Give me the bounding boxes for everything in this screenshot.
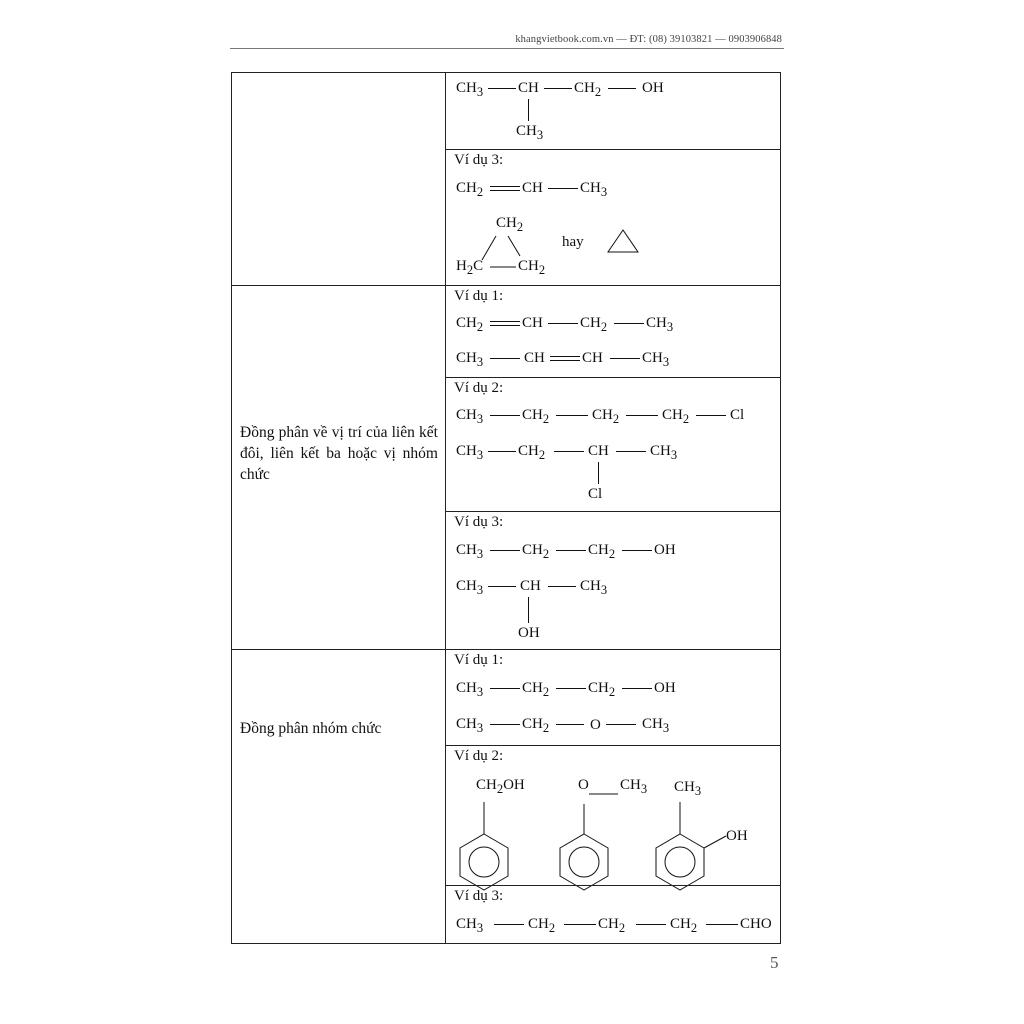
cyclopropane-bonds bbox=[446, 150, 782, 287]
header-rule bbox=[230, 48, 784, 49]
row-label-cell-1 bbox=[231, 72, 446, 286]
row-label-cell-2 bbox=[231, 285, 446, 650]
example-title: Ví dụ 3: bbox=[454, 514, 504, 530]
triangle-icon bbox=[606, 228, 642, 256]
row-label-cell-3 bbox=[231, 649, 446, 944]
example-title: Ví dụ 2: bbox=[454, 748, 504, 764]
or-word: hay bbox=[562, 234, 584, 250]
example-cell-2: Ví dụ 3: $CH_2$ CH $CH_3$ $CH_2$ $H_2C$ $CH_2$ hay bbox=[445, 149, 781, 286]
example-cell-5: Ví dụ 3: $CH_3$ $CH_2$ $CH_2$ OH $CH_3$ CH $CH_3$ OH bbox=[445, 511, 781, 650]
cresol-hydroxyl: OH bbox=[726, 828, 748, 844]
example-title: Ví dụ 3: bbox=[454, 888, 504, 904]
example-title: Ví dụ 1: bbox=[454, 652, 504, 668]
example-cell-7 bbox=[445, 745, 781, 886]
example-title: Ví dụ 1: bbox=[454, 288, 504, 304]
row-label-functional-isomer: Đồng phân nhóm chức bbox=[240, 720, 382, 737]
example-cell-8: Ví dụ 3: $CH_3$ $CH_2$ $CH_2$ $CH_2$ CHO bbox=[445, 885, 781, 944]
anisole-oxygen: O bbox=[578, 777, 589, 793]
example-cell-3: Ví dụ 1: $CH_2$ CH $CH_2$ $CH_3$ $CH_3$ CH CH $CH_3$ bbox=[445, 285, 781, 378]
example-cell-1: $CH_3$ CH $CH_2$ OH $CH_3$ bbox=[445, 72, 781, 150]
benzene-rings bbox=[446, 746, 782, 887]
example-cell-4: Ví dụ 2: $CH_3$ $CH_2$ $CH_2$ $CH_2$ Cl $CH_3$ $CH_2$ CH $CH_3$ Cl bbox=[445, 377, 781, 512]
page-header: khangvietbook.com.vn — ĐT: (08) 39103821 — 0903906848 bbox=[515, 34, 782, 45]
example-title: Ví dụ 2: bbox=[454, 380, 504, 396]
example-title: Ví dụ 3: bbox=[454, 152, 504, 168]
benzyl-alcohol-substituent: $CH_2OH$ bbox=[476, 777, 525, 796]
example-cell-6: Ví dụ 1: $CH_3$ $CH_2$ $CH_2$ OH $CH_3$ $CH_2$ O $CH_3$ bbox=[445, 649, 781, 746]
cresol-methyl: $CH_3$ bbox=[674, 779, 702, 798]
row-label-position-isomer: Đồng phân về vị trí của liên kết đôi, liên kết ba hoặc vị nhóm chức bbox=[240, 424, 438, 483]
page-number: 5 bbox=[770, 953, 779, 972]
anisole-methyl: $CH_3$ bbox=[620, 777, 648, 796]
